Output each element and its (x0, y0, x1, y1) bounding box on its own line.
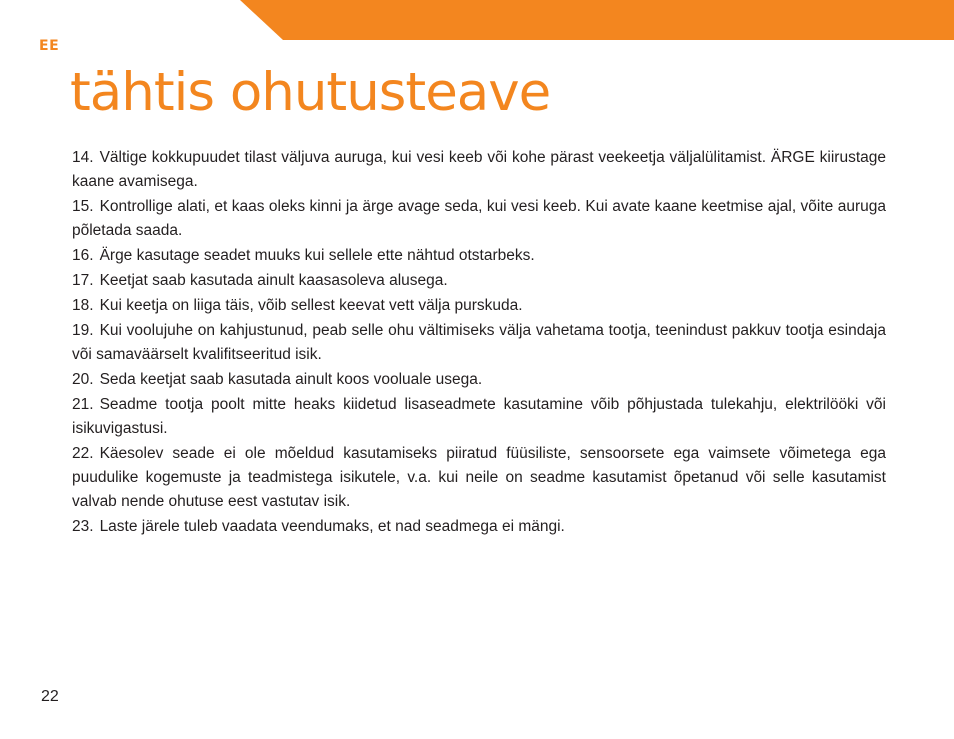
item-number: 19. (72, 322, 94, 339)
item-number: 22. (72, 445, 94, 462)
item-number: 16. (72, 247, 94, 264)
item-number: 23. (72, 518, 94, 535)
list-item (72, 244, 886, 268)
orange-header-shape (240, 0, 954, 40)
item-number: 20. (72, 371, 94, 388)
item-text: Seadme tootja poolt mitte heaks kiidetud lisaseadmete kasutamine võib põhjustada tulekahju, elektrilööki või isikuvigastusi. (72, 396, 886, 437)
item-number: 18. (72, 297, 94, 314)
list-item (72, 515, 886, 539)
item-text: Vältige kokkupuudet tilast väljuva auruga, kui vesi keeb või kohe pärast veekeetja väljalülitamist. ÄRGE kiirustage kaane avamisega. (72, 149, 886, 190)
item-number: 21. (72, 396, 94, 413)
item-number: 15. (72, 198, 94, 215)
list-item (72, 442, 886, 514)
language-code: EE (39, 38, 60, 54)
list-item (72, 368, 886, 392)
item-text: Kontrollige alati, et kaas oleks kinni ja ärge avage seda, kui vesi keeb. Kui avate kaane keetmise ajal, võite auruga põletada saada. (72, 198, 886, 239)
list-item (72, 294, 886, 318)
list-item (72, 269, 886, 293)
item-text: Kui voolujuhe on kahjustunud, peab selle ohu vältimiseks välja vahetama tootja, teenindust pakkuv tootja esindaja või samaväärselt kvalifitseeritud isik. (72, 322, 886, 363)
safety-instructions-list (72, 146, 886, 540)
item-number: 17. (72, 272, 94, 289)
item-text: Seda keetjat saab kasutada ainult koos vooluale usega. (99, 371, 483, 388)
item-number: 14. (72, 149, 94, 166)
list-item (72, 146, 886, 194)
item-text: Kui keetja on liiga täis, võib sellest keevat vett välja purskuda. (99, 297, 523, 314)
item-text: Ärge kasutage seadet muuks kui sellele ette nähtud otstarbeks. (99, 247, 535, 264)
list-item (72, 393, 886, 441)
page-title: tähtis ohutusteave (70, 62, 551, 123)
item-text: Käesolev seade ei ole mõeldud kasutamiseks piiratud füüsiliste, sensoorsete ega vaimsete võimetega ega puudulike kogemuste ja teadmistega isikutele, v.a. kui neile on seadme kasutamist õpetanud või selle kasutamist valvab nende ohutuse eest vastutav isik. (72, 445, 886, 510)
orange-header-band (0, 0, 954, 40)
item-text: Keetjat saab kasutada ainult kaasasoleva alusega. (99, 272, 448, 289)
list-item (72, 319, 886, 367)
page-number: 22 (41, 688, 59, 705)
list-item (72, 195, 886, 243)
item-text: Laste järele tuleb vaadata veendumaks, et nad seadmega ei mängi. (99, 518, 565, 535)
